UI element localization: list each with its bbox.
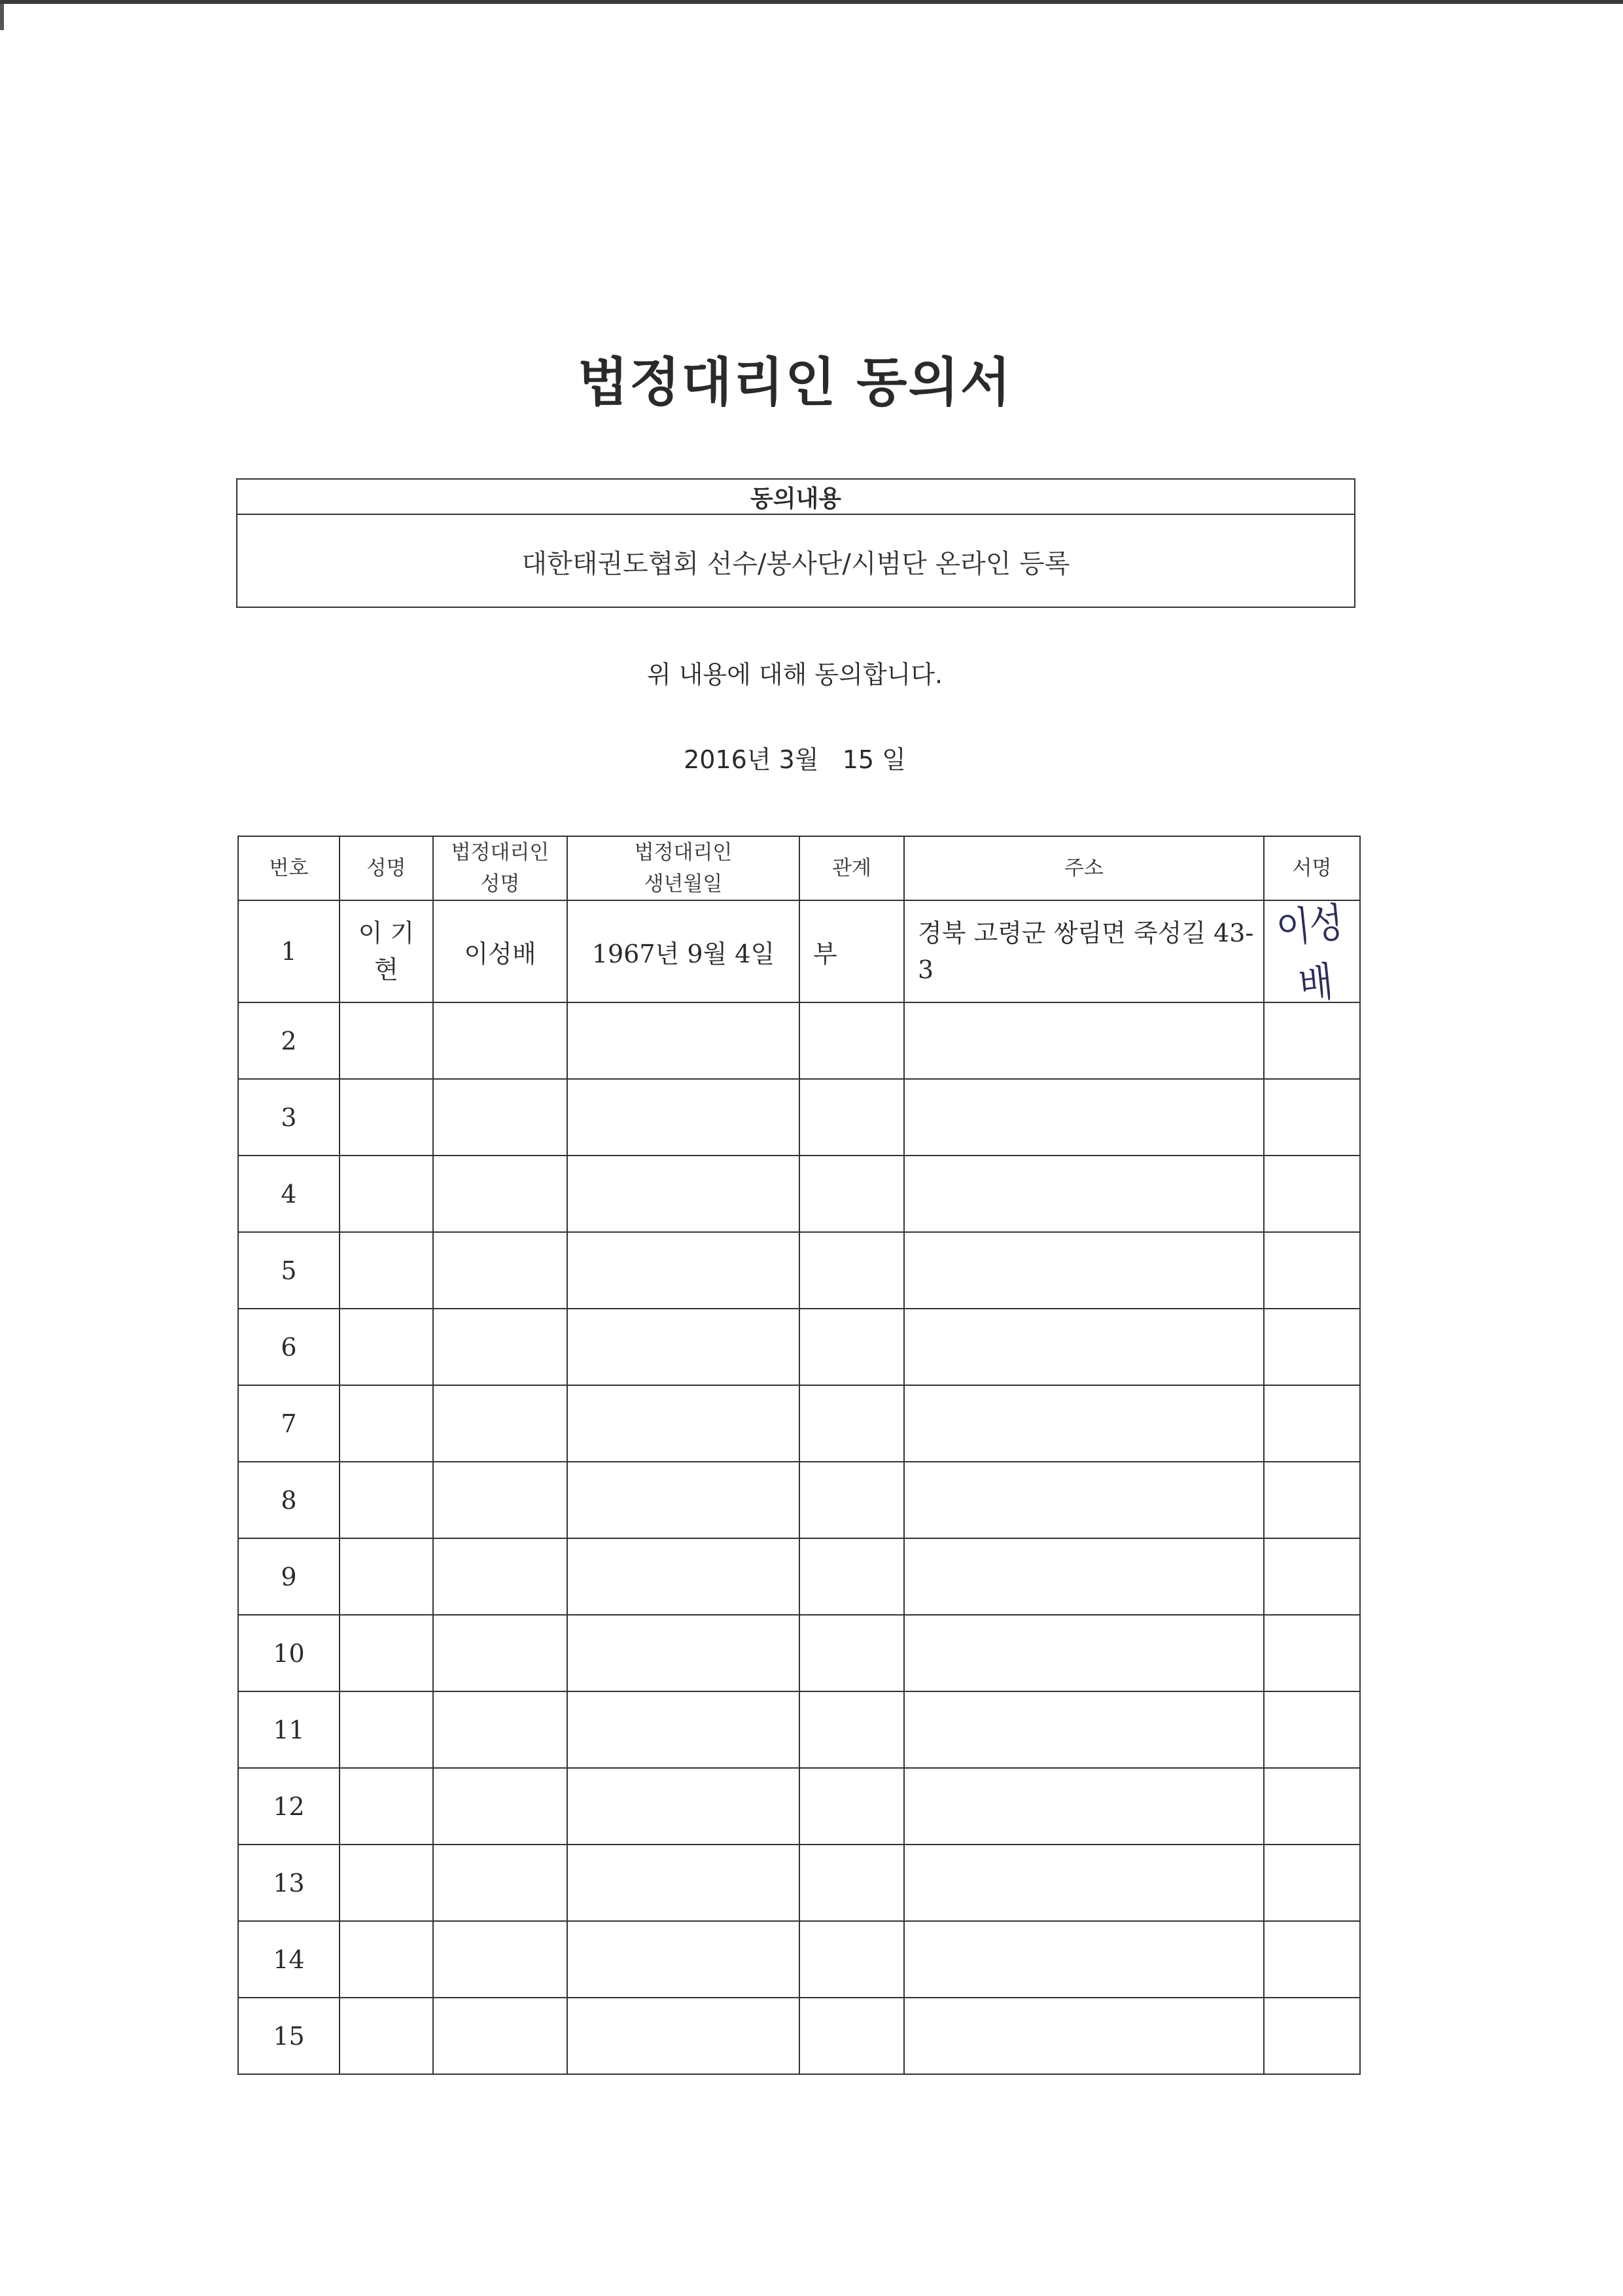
cell-name	[340, 1691, 433, 1768]
cell-address	[904, 1691, 1264, 1768]
cell-signature	[1264, 1845, 1360, 1921]
header-name: 성명	[340, 836, 433, 900]
cell-address	[904, 1845, 1264, 1921]
cell-relation	[799, 1079, 904, 1156]
cell-relation: 부	[799, 900, 904, 1002]
cell-guardian-name: 이성배	[433, 900, 567, 1002]
table-body	[238, 900, 1360, 2074]
cell-signature	[1264, 1921, 1360, 1998]
table-row	[238, 1079, 1360, 1156]
cell-number: 12	[238, 1768, 340, 1845]
cell-relation	[799, 1232, 904, 1309]
cell-relation	[799, 1768, 904, 1845]
cell-address: 경북 고령군 쌍림면 죽성길 43-3	[904, 900, 1264, 1002]
cell-name: 이 기 현	[340, 900, 433, 1002]
cell-guardian-birth	[567, 1845, 799, 1921]
cell-guardian-name	[433, 1768, 567, 1845]
cell-address	[904, 1615, 1264, 1691]
cell-signature	[1264, 1538, 1360, 1615]
cell-name	[340, 1232, 433, 1309]
cell-address	[904, 1538, 1264, 1615]
cell-address	[904, 1309, 1264, 1385]
table-row	[238, 1615, 1360, 1691]
cell-guardian-birth	[567, 1998, 799, 2074]
scan-mark	[0, 4, 4, 30]
cell-relation	[799, 1462, 904, 1538]
cell-signature	[1264, 1385, 1360, 1462]
cell-guardian-birth	[567, 1921, 799, 1998]
registration-table	[237, 836, 1361, 2075]
cell-guardian-name	[433, 1538, 567, 1615]
cell-relation	[799, 1615, 904, 1691]
consent-box	[236, 478, 1355, 608]
cell-guardian-name	[433, 1156, 567, 1232]
cell-address	[904, 1232, 1264, 1309]
scan-edge	[0, 0, 1623, 4]
cell-guardian-name	[433, 1232, 567, 1309]
header-sign: 서명	[1264, 836, 1360, 900]
cell-name	[340, 1156, 433, 1232]
header-number: 번호	[238, 836, 340, 900]
cell-name	[340, 1079, 433, 1156]
table-row	[238, 1385, 1360, 1462]
cell-guardian-name	[433, 1462, 567, 1538]
cell-name	[340, 1002, 433, 1079]
cell-guardian-name	[433, 1691, 567, 1768]
cell-signature	[1264, 1079, 1360, 1156]
header-guardian-birth: 법정대리인 생년월일	[567, 836, 799, 900]
table-row	[238, 1002, 1360, 1079]
cell-guardian-birth	[567, 1691, 799, 1768]
table-row	[238, 1921, 1360, 1998]
cell-address	[904, 1998, 1264, 2074]
cell-address	[904, 1385, 1264, 1462]
cell-guardian-name	[433, 1921, 567, 1998]
cell-address	[904, 1462, 1264, 1538]
cell-signature	[1264, 1768, 1360, 1845]
cell-name	[340, 1385, 433, 1462]
cell-name	[340, 1538, 433, 1615]
cell-name	[340, 1768, 433, 1845]
cell-relation	[799, 1385, 904, 1462]
cell-number: 15	[238, 1998, 340, 2074]
cell-number: 6	[238, 1309, 340, 1385]
cell-signature	[1264, 1462, 1360, 1538]
consent-header: 동의내용	[237, 480, 1354, 515]
cell-guardian-name	[433, 1615, 567, 1691]
cell-guardian-birth	[567, 1156, 799, 1232]
cell-relation	[799, 1002, 904, 1079]
cell-number: 1	[238, 900, 340, 1002]
cell-address	[904, 1079, 1264, 1156]
cell-relation	[799, 1156, 904, 1232]
cell-guardian-name	[433, 1385, 567, 1462]
cell-address	[904, 1921, 1264, 1998]
cell-relation	[799, 1691, 904, 1768]
cell-signature	[1264, 1998, 1360, 2074]
table-row	[238, 1232, 1360, 1309]
cell-guardian-name	[433, 1845, 567, 1921]
cell-guardian-birth	[567, 1538, 799, 1615]
cell-signature	[1264, 1156, 1360, 1232]
cell-address	[904, 1156, 1264, 1232]
cell-number: 14	[238, 1921, 340, 1998]
cell-name	[340, 1309, 433, 1385]
table-row	[238, 1998, 1360, 2074]
cell-number: 7	[238, 1385, 340, 1462]
table-row	[238, 1691, 1360, 1768]
cell-number: 5	[238, 1232, 340, 1309]
cell-guardian-name	[433, 1002, 567, 1079]
document-title: 법정대리인 동의서	[577, 352, 1013, 413]
agreement-statement: 위 내용에 대해 동의합니다.	[646, 660, 943, 689]
table-row	[238, 1845, 1360, 1921]
cell-number: 8	[238, 1462, 340, 1538]
cell-address	[904, 1002, 1264, 1079]
cell-number: 11	[238, 1691, 340, 1768]
cell-guardian-name	[433, 1309, 567, 1385]
table-row	[238, 1462, 1360, 1538]
consent-date	[0, 739, 1590, 775]
cell-signature	[1264, 1691, 1360, 1768]
cell-guardian-birth	[567, 1615, 799, 1691]
table-row	[238, 1156, 1360, 1232]
header-guardian-name: 법정대리인 성명	[433, 836, 567, 900]
cell-relation	[799, 1309, 904, 1385]
cell-number: 13	[238, 1845, 340, 1921]
cell-signature	[1264, 1615, 1360, 1691]
cell-guardian-birth	[567, 1768, 799, 1845]
handwritten-signature: 이성배	[1274, 898, 1345, 1009]
cell-signature	[1264, 1232, 1360, 1309]
cell-signature	[1264, 1309, 1360, 1385]
cell-name	[340, 1998, 433, 2074]
cell-number: 3	[238, 1079, 340, 1156]
cell-guardian-birth	[567, 1462, 799, 1538]
consent-content: 대한태권도협회 선수/봉사단/시범단 온라인 등록	[521, 548, 1070, 579]
consent-date-text: 2016년 3월 15 일	[684, 745, 906, 774]
cell-guardian-name	[433, 1998, 567, 2074]
cell-guardian-birth	[567, 1232, 799, 1309]
cell-relation	[799, 1538, 904, 1615]
table-row	[238, 1538, 1360, 1615]
cell-signature	[1264, 898, 1360, 1009]
cell-name	[340, 1462, 433, 1538]
cell-guardian-birth	[567, 1309, 799, 1385]
cell-relation	[799, 1998, 904, 2074]
header-address: 주소	[904, 836, 1264, 900]
cell-number: 10	[238, 1615, 340, 1691]
cell-number: 2	[238, 1002, 340, 1079]
cell-number: 4	[238, 1156, 340, 1232]
cell-name	[340, 1615, 433, 1691]
cell-name	[340, 1845, 433, 1921]
cell-name	[340, 1921, 433, 1998]
table-header-row	[238, 836, 1360, 900]
table-row	[238, 1768, 1360, 1845]
cell-relation	[799, 1921, 904, 1998]
cell-address	[904, 1768, 1264, 1845]
cell-guardian-birth: 1967년 9월 4일	[567, 900, 799, 1002]
cell-guardian-birth	[567, 1079, 799, 1156]
cell-number: 9	[238, 1538, 340, 1615]
header-relation: 관계	[799, 836, 904, 900]
table-row	[238, 900, 1360, 1002]
cell-relation	[799, 1845, 904, 1921]
cell-guardian-birth	[567, 1002, 799, 1079]
cell-signature	[1264, 1002, 1360, 1079]
table-row	[238, 1309, 1360, 1385]
cell-guardian-name	[433, 1079, 567, 1156]
cell-guardian-birth	[567, 1385, 799, 1462]
